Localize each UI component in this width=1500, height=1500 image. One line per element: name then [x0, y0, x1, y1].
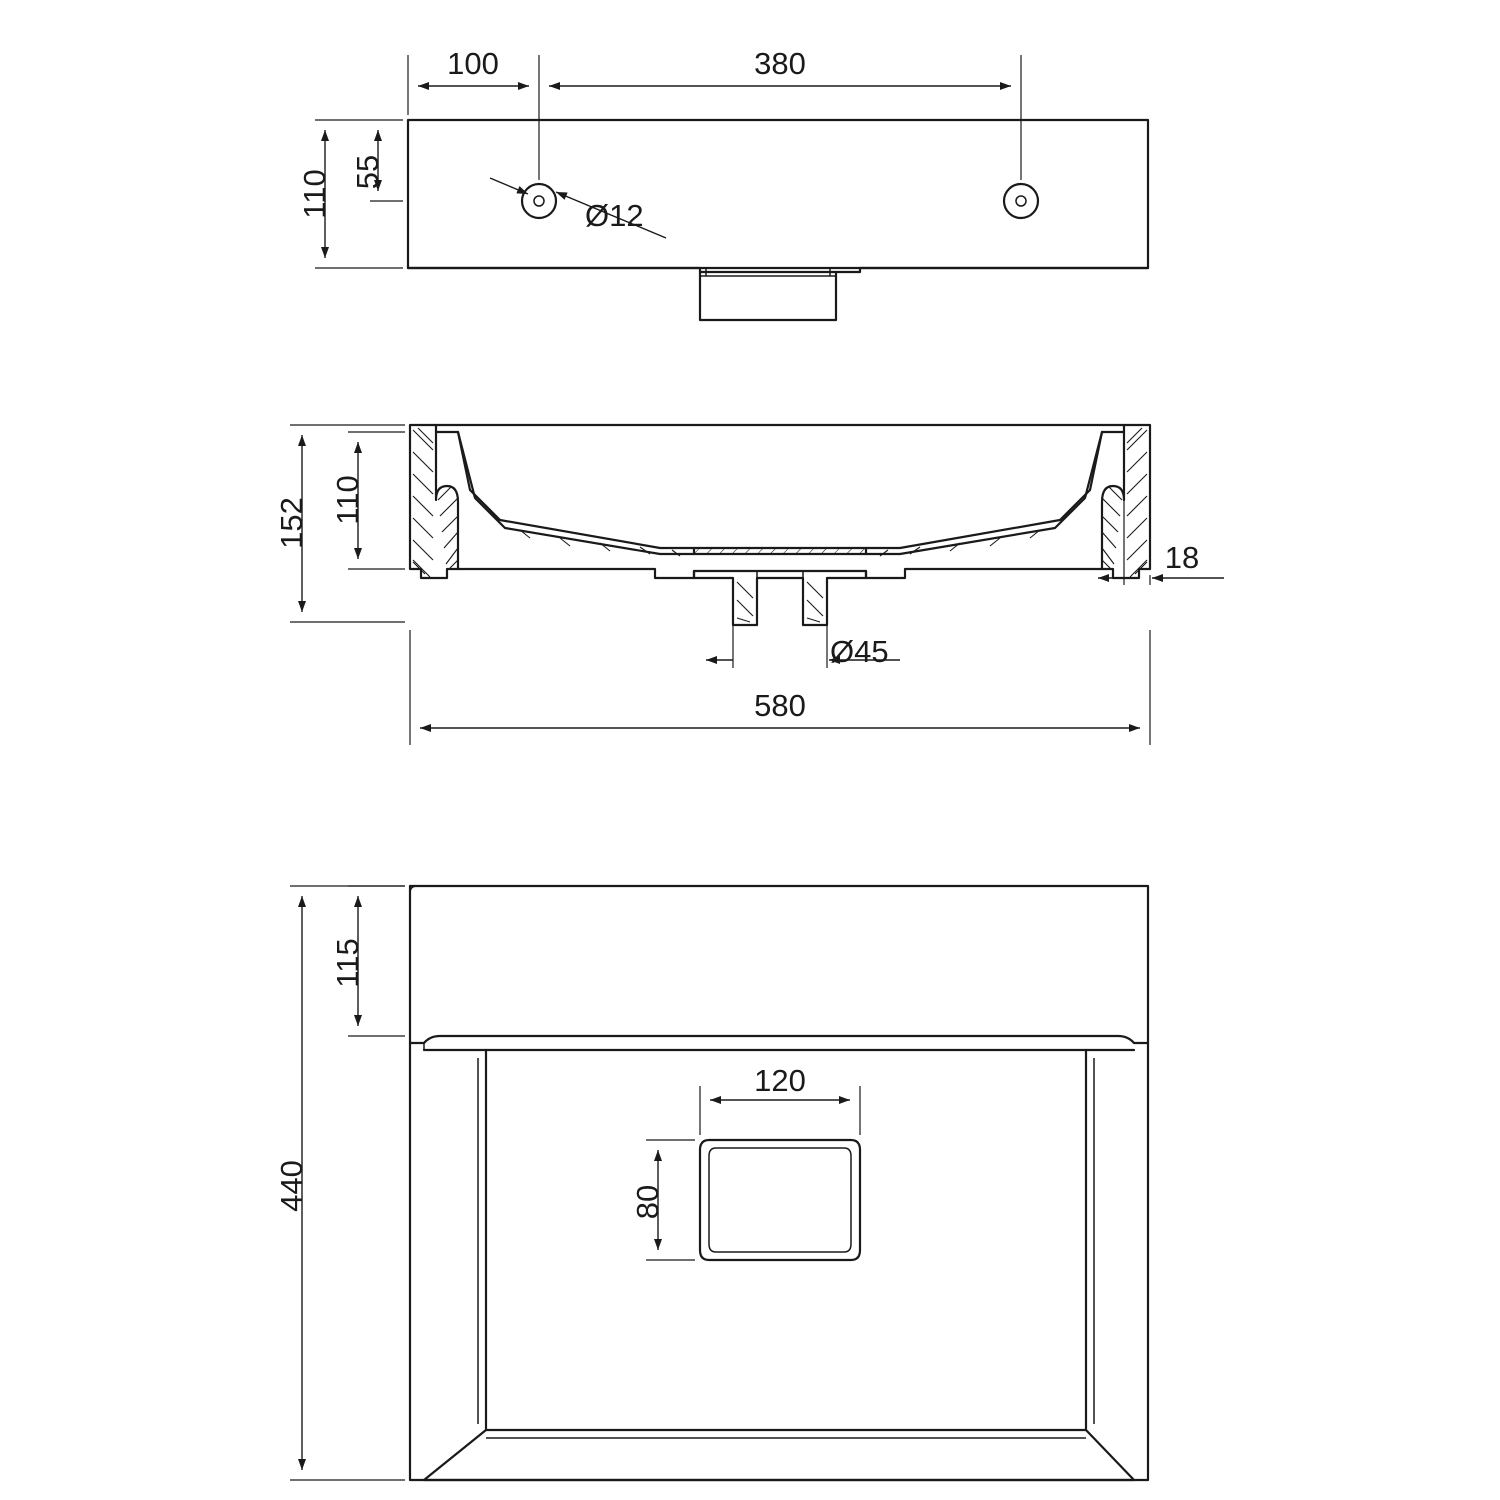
dim-label-55: 55 [350, 154, 385, 190]
bottom-view-geometry [410, 886, 1148, 1480]
dim-label-18: 18 [1164, 540, 1200, 575]
dim-label-380: 380 [754, 46, 806, 81]
dim-label-dia45: Ø45 [830, 634, 889, 669]
section-view-geometry [410, 425, 1150, 625]
dim-label-152: 152 [274, 497, 309, 549]
dim-label-dia12: Ø12 [585, 198, 644, 233]
dim-label-120: 120 [754, 1063, 806, 1098]
dim-label-80: 80 [630, 1184, 665, 1220]
dim-label-110-top: 110 [297, 169, 332, 219]
bottom-view-dimensions [290, 886, 860, 1480]
dim-label-580: 580 [754, 688, 806, 723]
top-view-geometry [408, 120, 1148, 320]
dim-label-100: 100 [447, 46, 499, 81]
top-view-dimensions [315, 55, 1021, 268]
dim-label-440: 440 [274, 1160, 309, 1212]
dim-label-115: 115 [330, 938, 365, 988]
dim-label-110-section: 110 [330, 475, 365, 525]
